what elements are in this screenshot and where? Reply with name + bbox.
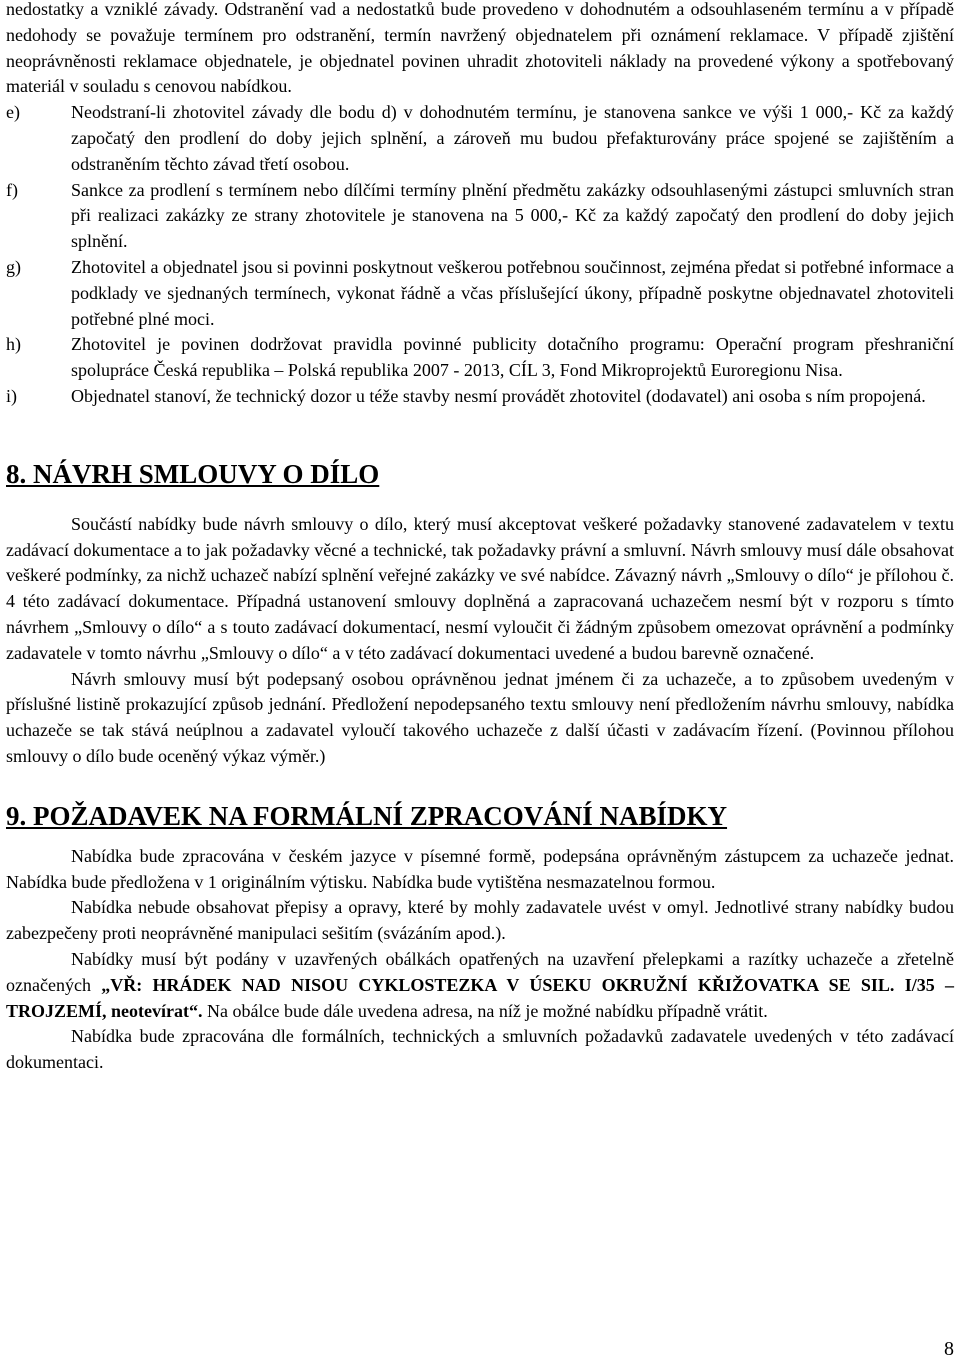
- list-item-i: [6, 384, 954, 410]
- section-9-paragraph-3: [6, 947, 954, 1024]
- list-item-f: [6, 178, 954, 255]
- continuation-paragraph: [6, 0, 954, 100]
- envelope-label-bold: „VŘ: HRÁDEK NAD NISOU CYKLOSTEZKA V ÚSEKU OKRUŽNÍ KŘIŽOVATKA SE SIL. I/35 – TROJZEMÍ, neotevírat“.: [6, 974, 954, 1021]
- list-item-text: Neodstraní-li zhotovitel závady dle bodu d) v dohodnutém termínu, je stanovena sankce ve výši 1 000,- Kč za každý započatý den prodlení do doby jejich splnění, a zároveň mu budou přefakturovány práce spojené se zajištěním a odstraněním těchto závad třetí osobou.: [71, 102, 954, 174]
- list-item-g: [6, 255, 954, 332]
- section-9-heading: 9. POŽADAVEK NA FORMÁLNÍ ZPRACOVÁNÍ NABÍDKY: [6, 800, 728, 831]
- list-item-text: Sankce za prodlení s termínem nebo dílčími termíny plnění předmětu zakázky odsouhlasenými zástupci smluvních stran při realizaci zakázky ze strany zhotovitele je stanovena na 5 000,- Kč za každý započatý den prodlení do doby jejich splnění.: [71, 179, 954, 252]
- list-item-text: Objednatel stanoví, že technický dozor u téže stavby nesmí provádět zhotovitel (dodavatel) ani osoba s ním propojená.: [71, 385, 926, 406]
- paragraph-3-lead: Nabídky musí být podány v uzavřených obálkách opatřených na uzavření přelepkami a razítky uchazeče a zřetelně označených: [6, 948, 954, 995]
- section-8-paragraph-1: Součástí nabídky bude návrh smlouvy o dílo, který musí akceptovat veškeré požadavky stanovené zadavatelem v textu zadávací dokumentace a to jak požadavky věcné a technické, tak požadavky právní a smluvní. Návrh smlouvy musí dále obsahovat veškeré podmínky, za nichž uchazeč nabízí splnění veřejné zakázky ve své nabídce. Závazný návrh „Smlouvy o dílo“ je přílohou č. 4 této zadávací dokumentace. Případná ustanovení smlouvy doplněná a zapracovaná uchazečem nesmí být v rozporu s tímto návrhem „Smlouvy o dílo“ a s touto zadávací dokumentací, nesmí vyloučit či žádným způsobem omezovat oprávnění a podmínky zadavatele v tomto návrhu „Smlouvy o dílo“ a v této zadávací dokumentaci uvedené a budou barevně označené.: [6, 513, 954, 663]
- list-item-label: i): [6, 385, 17, 406]
- section-8-heading: 8. NÁVRH SMLOUVY O DÍLO: [6, 458, 380, 489]
- section-9-paragraph-1: Nabídka bude zpracována v českém jazyce v písemné formě, podepsána oprávněným zástupcem za uchazeče jednat. Nabídka bude předložena v 1 originálním výtisku. Nabídka bude vytištěna nesmazatelnou formou.: [6, 845, 954, 892]
- continuation-text-a: nedostatky a vzniklé závady. Odstranění vad a nedostatků bude provedeno v dohodnutém a odsouhlaseném termínu a v případě nedohody se považuje termínem pro odstranění, termín navržený objednatelem při oznámení reklamace.: [6, 0, 954, 45]
- paragraph-3-tail: Na obálce bude dále uvedena adresa, na níž je možné nabídku případně vrátit.: [202, 1000, 768, 1021]
- list-item-h: [6, 332, 954, 384]
- list-item-e: [6, 100, 954, 177]
- section-8-paragraph-2: Návrh smlouvy musí být podepsaný osobou oprávněnou jednat jménem či za uchazeče, a to způsobem uvedeným v příslušné listině prokazující způsob jednání. Předložení nepodepsaného textu smlouvy není předložením návrhu smlouvy, nabídka uchazeče se tak stává neúplnou a zadavatel vyloučí takového uchazeče z další účasti v zadávacím řízení. (Povinnou přílohou smlouvy o dílo bude oceněný výkaz výměr.): [6, 668, 954, 766]
- document-page: [6, 0, 954, 1076]
- page-number: 8: [944, 1338, 954, 1360]
- list-item-label: e): [6, 102, 20, 123]
- section-9-paragraph-4: Nabídka bude zpracována dle formálních, technických a smluvních požadavků zadavatele uvedených v této zadávací dokumentaci.: [6, 1026, 954, 1073]
- list-item-label: f): [6, 179, 18, 200]
- list-item-text: Zhotovitel je povinen dodržovat pravidla povinné publicity dotačního programu: Operační program přeshraniční spolupráce Česká republika – Polská republika 2007 - 2013, CÍL 3, Fond Mikroprojektů Euroregionu Nisa.: [71, 334, 954, 381]
- list-item-label: g): [6, 256, 21, 277]
- continuation-text-b: V případě zjištění neoprávněnosti reklamace objednatele, je objednatel povinen uhradit zhotoviteli náklady na provedené výkony a spotřebovaný materiál v souladu s cenovou nabídkou.: [6, 24, 954, 97]
- list-item-label: h): [6, 334, 21, 355]
- section-9-paragraph-2: Nabídka nebude obsahovat přepisy a opravy, které by mohly zadavatele uvést v omyl. Jednotlivé strany nabídky budou zabezpečeny proti neoprávněné manipulaci sešitím (svázáním apod.).: [6, 897, 954, 944]
- list-item-text: Zhotovitel a objednatel jsou si povinni poskytnout veškerou potřebnou součinnost, zejména předat si potřebné informace a podklady ve sjednaných termínech, vykonat řádně a včas příslušející úkony, případně poskytne objednavatel zhotoviteli potřebné plné moci.: [71, 256, 954, 329]
